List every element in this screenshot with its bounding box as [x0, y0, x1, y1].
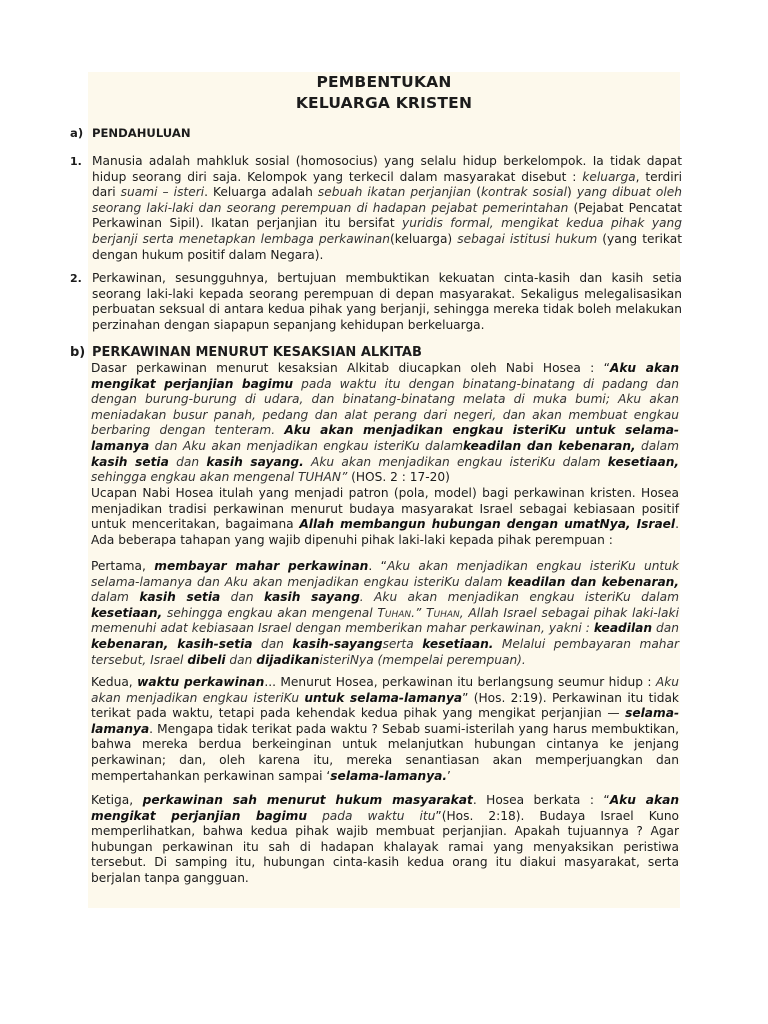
- section-b-heading: [70, 345, 422, 360]
- paragraph-patron: Ucapan Nabi Hosea itulah yang menjadi patron (pola, model) bagi perkawinan kristen. Hosea menjadikan tradisi perkawinan menurut budaya masyarakat Israel sebagai kebiasaan positif untuk menceritakan, bagaimana Allah membangun hubungan dengan umatNya, Israel. Ada beberapa tahapan yang wajib dipenuhi pihak laki-laki kepada pihak perempuan :: [91, 486, 679, 547]
- section-a-label: a): [70, 126, 84, 140]
- list-item-number: 1.: [70, 155, 82, 168]
- list-item-text: Manusia adalah mahkluk sosial (homosocius) yang selalu hidup berkelompok. Ia tidak dapat hidup seorang diri saja. Kelompok yang terkecil dalam masyarakat disebut : keluarga, terdiri dari suami – isteri. Keluarga adalah sebuah ikatan perjanjian (kontrak sosial) yang dibuat oleh seorang laki-laki dan seorang perempuan di hadapan pejabat pemerintahan (Pejabat Pencatat Perkawinan Sipil). Ikatan perjanjian itu bersifat yuridis formal, mengikat kedua pihak yang berjanji serta menetapkan lembaga perkawinan(keluarga) sebagai istitusi hukum (yang terikat dengan hukum positif dalam Negara).: [92, 154, 682, 262]
- section-b-label: b): [70, 345, 86, 360]
- list-item-number: 2.: [70, 272, 82, 285]
- list-item-text: Perkawinan, sesungguhnya, bertujuan membuktikan kekuatan cinta-kasih dan kasih setia seorang laki-laki kepada seorang perempuan di depan masyarakat. Sekaligus melegalisasikan perbuatan seksual di antara kedua pihak yang berjanji, sehingga mereka tidak boleh melakukan perzinahan dengan siapapun sepanjang kehidupan berkeluarga.: [92, 271, 682, 332]
- paragraph-pertama: Pertama, membayar mahar perkawinan. “Aku akan menjadikan engkau isteriKu untuk selama-lamanya dan Aku akan menjadikan engkau isteriKu dalam keadilan dan kebenaran, dalam kasih setia dan kasih sayang. Aku akan menjadikan engkau isteriKu dalam kesetiaan, sehingga engkau akan mengenal Tuhan.” Tuhan, Allah Israel sebagai pihak laki-laki memenuhi adat kebiasaan Israel dengan memberikan mahar perkawinan, yakni : keadilan dan kebenaran, kasih-setia dan kasih-sayangserta kesetiaan. Melalui pembayaran mahar tersebut, Israel dibeli dan dijadikanisteriNya (mempelai perempuan).: [91, 559, 680, 667]
- document-title-line-1: PEMBENTUKAN: [316, 73, 452, 91]
- document-title-line-2: KELUARGA KRISTEN: [295, 94, 473, 112]
- paragraph-hosea-quote: Dasar perkawinan menurut kesaksian Alkitab diucapkan oleh Nabi Hosea : “Aku akan mengikat perjanjian bagimu pada waktu itu dengan binatang-binatang di padang dan dengan burung-burung di udara, dan binatang-binatang melata di muka bumi; Aku akan meniadakan busur panah, pedang dan alat perang dari negeri, dan akan membuat engkau berbaring dengan tenteram. Aku akan menjadikan engkau isteriKu untuk selama-lamanya dan Aku akan menjadikan engkau isteriKu dalamkeadilan dan kebenaran, dalam kasih setia dan kasih sayang. Aku akan menjadikan engkau isteriKu dalam kesetiaan, sehingga engkau akan mengenal TUHAN” (HOS. 2 : 17-20): [91, 361, 680, 485]
- paragraph-kedua: Kedua, waktu perkawinan... Menurut Hosea, perkawinan itu berlangsung seumur hidup : Aku akan menjadikan engkau isteriKu untuk selama-lamanya” (Hos. 2:19). Perkawinan itu tidak terikat pada waktu, tetapi pada kehendak kedua pihak yang mengikat perjanjian — selama-lamanya. Mengapa tidak terikat pada waktu ? Sebab suami-isterilah yang harus membuktikan, bahwa mereka berdua berkeinginan untuk melanjutkan hubungan cintanya ke jenjang perkawinan; dan, oleh karena itu, mereka senantiasan akan memperjuangkan dan mempertahankan perkawinan sampai ‘selama-lamanya.’: [91, 675, 679, 783]
- list-item-2: [70, 271, 682, 333]
- section-a-heading: [70, 126, 191, 140]
- section-b-title: PERKAWINAN MENURUT KESAKSIAN ALKITAB: [92, 345, 422, 360]
- section-a-title: PENDAHULUAN: [92, 126, 191, 140]
- paragraph-ketiga: Ketiga, perkawinan sah menurut hukum masyarakat. Hosea berkata : “Aku akan mengikat perjanjian bagimu pada waktu itu”(Hos. 2:18). Budaya Israel Kuno memperlihatkan, bahwa kedua pihak wajib membuat perjanjian. Apakah tujuannya ? Agar hubungan perkawinan itu sah di hadapan khalayak ramai yang menyaksikan peristiwa tersebut. Di samping itu, hubungan cinta-kasih kedua orang itu diakui masyarakat, serta berjalan tanpa gangguan.: [91, 793, 679, 885]
- list-item-1: [70, 154, 682, 263]
